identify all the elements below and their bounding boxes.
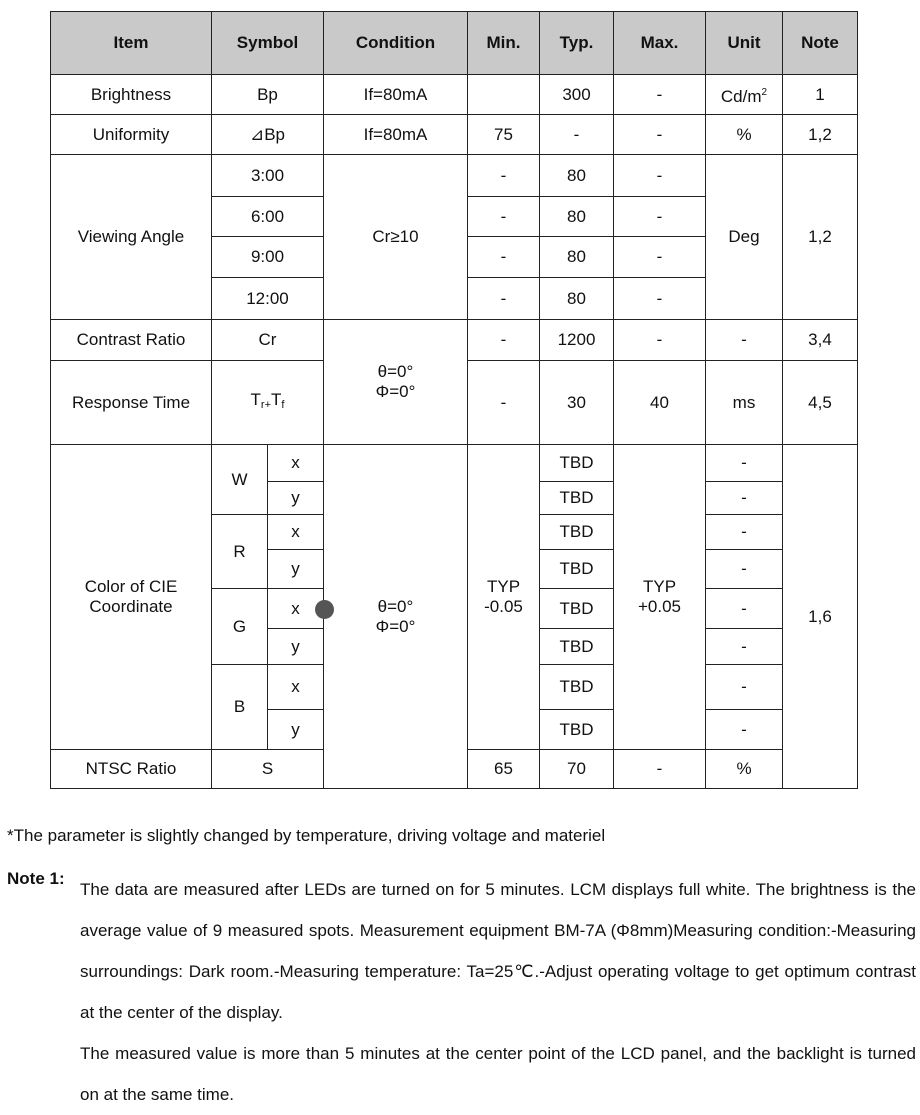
header-max: Max.	[614, 12, 706, 75]
unit-text: Cd/m	[720, 86, 762, 106]
unit-cell: -	[706, 550, 783, 589]
typ-cell: 80	[540, 237, 614, 278]
max-cell	[614, 445, 706, 750]
note1-paragraph: The measured value is more than 5 minutes at the center point of the LCD panel, and the backlight is turned on at the same time.	[80, 1044, 916, 1104]
theta-condition: θ=0°	[377, 596, 414, 616]
note1-paragraph: The data are measured after LEDs are turned on for 5 minutes. LCM displays full white. The brightness is the average value of 9 measured spots. Measurement equipment BM-7A (Φ8mm)Measuring condition:-Measuring surroundings: Dark room.-Measuring temperature: Ta=25℃.-Adjust operating voltage to get optimum contrast at the center of the display.	[80, 880, 916, 1022]
unit-cell	[706, 75, 783, 115]
condition-cell: Cr≥10	[324, 155, 468, 320]
uniformity-row	[51, 115, 858, 155]
typ-cell: 80	[540, 197, 614, 237]
typ-cell: 80	[540, 278, 614, 320]
symbol-tf-sub: f	[281, 399, 285, 411]
cie-item-line2: Coordinate	[89, 597, 173, 616]
symbol-cell: S	[212, 750, 324, 789]
condition-cell	[324, 320, 468, 445]
note-cell: 4,5	[783, 361, 858, 445]
min-cell: -	[468, 155, 540, 197]
viewing-row	[51, 155, 858, 197]
unit-cell: %	[706, 750, 783, 789]
typ-cell: TBD	[540, 665, 614, 710]
note-cell: 1,2	[783, 115, 858, 155]
cie-item-line1: Color of CIE	[84, 577, 178, 596]
max-cell: -	[614, 320, 706, 361]
item-cell: Uniformity	[51, 115, 212, 155]
typ-cell: TBD	[540, 589, 614, 629]
symbol-cell: Cr	[212, 320, 324, 361]
max-cell: 40	[614, 361, 706, 445]
min-cell	[468, 445, 540, 750]
cie-axis-cell: x	[268, 445, 324, 482]
unit-cell: -	[706, 629, 783, 665]
phi-condition: Φ=0°	[375, 382, 416, 401]
condition-cell: If=80mA	[324, 115, 468, 155]
header-item: Item	[51, 12, 212, 75]
item-cell: Contrast Ratio	[51, 320, 212, 361]
typ-cell: 70	[540, 750, 614, 789]
header-min: Min.	[468, 12, 540, 75]
min-cell: -	[468, 278, 540, 320]
optical-spec-table	[50, 11, 858, 789]
typ-cell: TBD	[540, 550, 614, 589]
cie-axis-cell: y	[268, 629, 324, 665]
header-note: Note	[783, 12, 858, 75]
cie-axis-cell: x	[268, 665, 324, 710]
typ-cell: TBD	[540, 629, 614, 665]
cie-max-line1: TYP	[642, 577, 677, 596]
item-cell: Brightness	[51, 75, 212, 115]
unit-cell: %	[706, 115, 783, 155]
typ-cell: TBD	[540, 515, 614, 550]
cie-min-line1: TYP	[486, 577, 521, 596]
unit-superscript: 2	[761, 86, 768, 98]
max-cell: -	[614, 155, 706, 197]
min-cell: -	[468, 361, 540, 445]
header-unit: Unit	[706, 12, 783, 75]
symbol-tf: T	[271, 390, 282, 409]
cie-axis-cell: y	[268, 550, 324, 589]
typ-cell: -	[540, 115, 614, 155]
symbol-cell: 3:00	[212, 155, 324, 197]
contrast-row	[51, 320, 858, 361]
cie-color-cell: R	[212, 515, 268, 589]
unit-cell: -	[706, 320, 783, 361]
item-cell: Viewing Angle	[51, 155, 212, 320]
max-cell: -	[614, 750, 706, 789]
cie-min-line2: -0.05	[484, 597, 523, 616]
cie-row	[51, 445, 858, 482]
note-cell: 1	[783, 75, 858, 115]
unit-cell: Deg	[706, 155, 783, 320]
item-cell	[51, 445, 212, 750]
note1-label: Note 1:	[7, 869, 65, 888]
min-cell: -	[468, 320, 540, 361]
cie-axis-cell: x	[268, 589, 324, 629]
unit-cell: -	[706, 710, 783, 750]
symbol-cell: 9:00	[212, 237, 324, 278]
min-cell: -	[468, 197, 540, 237]
typ-cell: 30	[540, 361, 614, 445]
typ-cell: 80	[540, 155, 614, 197]
cie-axis-cell: x	[268, 515, 324, 550]
typ-cell: 1200	[540, 320, 614, 361]
note-cell: 3,4	[783, 320, 858, 361]
cie-color-cell: G	[212, 589, 268, 665]
phi-condition: Φ=0°	[375, 616, 416, 636]
symbol-cell: 12:00	[212, 278, 324, 320]
cie-axis-cell: y	[268, 482, 324, 515]
symbol-cell: Bp	[212, 75, 324, 115]
gray-dot-marker	[315, 600, 334, 619]
typ-cell: TBD	[540, 482, 614, 515]
min-cell	[468, 75, 540, 115]
unit-cell: -	[706, 589, 783, 629]
cie-color-cell: B	[212, 665, 268, 750]
cie-max-line2: +0.05	[637, 597, 681, 616]
max-cell: -	[614, 197, 706, 237]
min-cell: 65	[468, 750, 540, 789]
note-cell: 1,6	[783, 445, 858, 789]
min-cell: 75	[468, 115, 540, 155]
min-cell: -	[468, 237, 540, 278]
header-symbol: Symbol	[212, 12, 324, 75]
symbol-tr: T	[250, 390, 261, 409]
max-cell: -	[614, 237, 706, 278]
header-typ: Typ.	[540, 12, 614, 75]
cie-axis-cell: y	[268, 710, 324, 750]
unit-cell: -	[706, 665, 783, 710]
note1-body	[80, 869, 916, 1115]
symbol-cell	[212, 361, 324, 445]
typ-cell: 300	[540, 75, 614, 115]
cie-color-cell: W	[212, 445, 268, 515]
theta-condition: θ=0°	[377, 362, 414, 381]
typ-cell: TBD	[540, 710, 614, 750]
condition-cell: If=80mA	[324, 75, 468, 115]
header-row	[51, 12, 858, 75]
symbol-cell: 6:00	[212, 197, 324, 237]
max-cell: -	[614, 278, 706, 320]
symbol-cell: ⊿Bp	[212, 115, 324, 155]
unit-cell: -	[706, 482, 783, 515]
unit-cell: -	[706, 445, 783, 482]
header-condition: Condition	[324, 12, 468, 75]
max-cell: -	[614, 115, 706, 155]
condition-cell	[324, 445, 468, 789]
item-cell: Response Time	[51, 361, 212, 445]
max-cell: -	[614, 75, 706, 115]
item-cell: NTSC Ratio	[51, 750, 212, 789]
note-cell: 1,2	[783, 155, 858, 320]
symbol-tr-sub: r+	[260, 399, 272, 411]
brightness-row	[51, 75, 858, 115]
unit-cell: ms	[706, 361, 783, 445]
parameter-footnote: *The parameter is slightly changed by temperature, driving voltage and materiel	[7, 826, 606, 845]
typ-cell: TBD	[540, 445, 614, 482]
unit-cell: -	[706, 515, 783, 550]
